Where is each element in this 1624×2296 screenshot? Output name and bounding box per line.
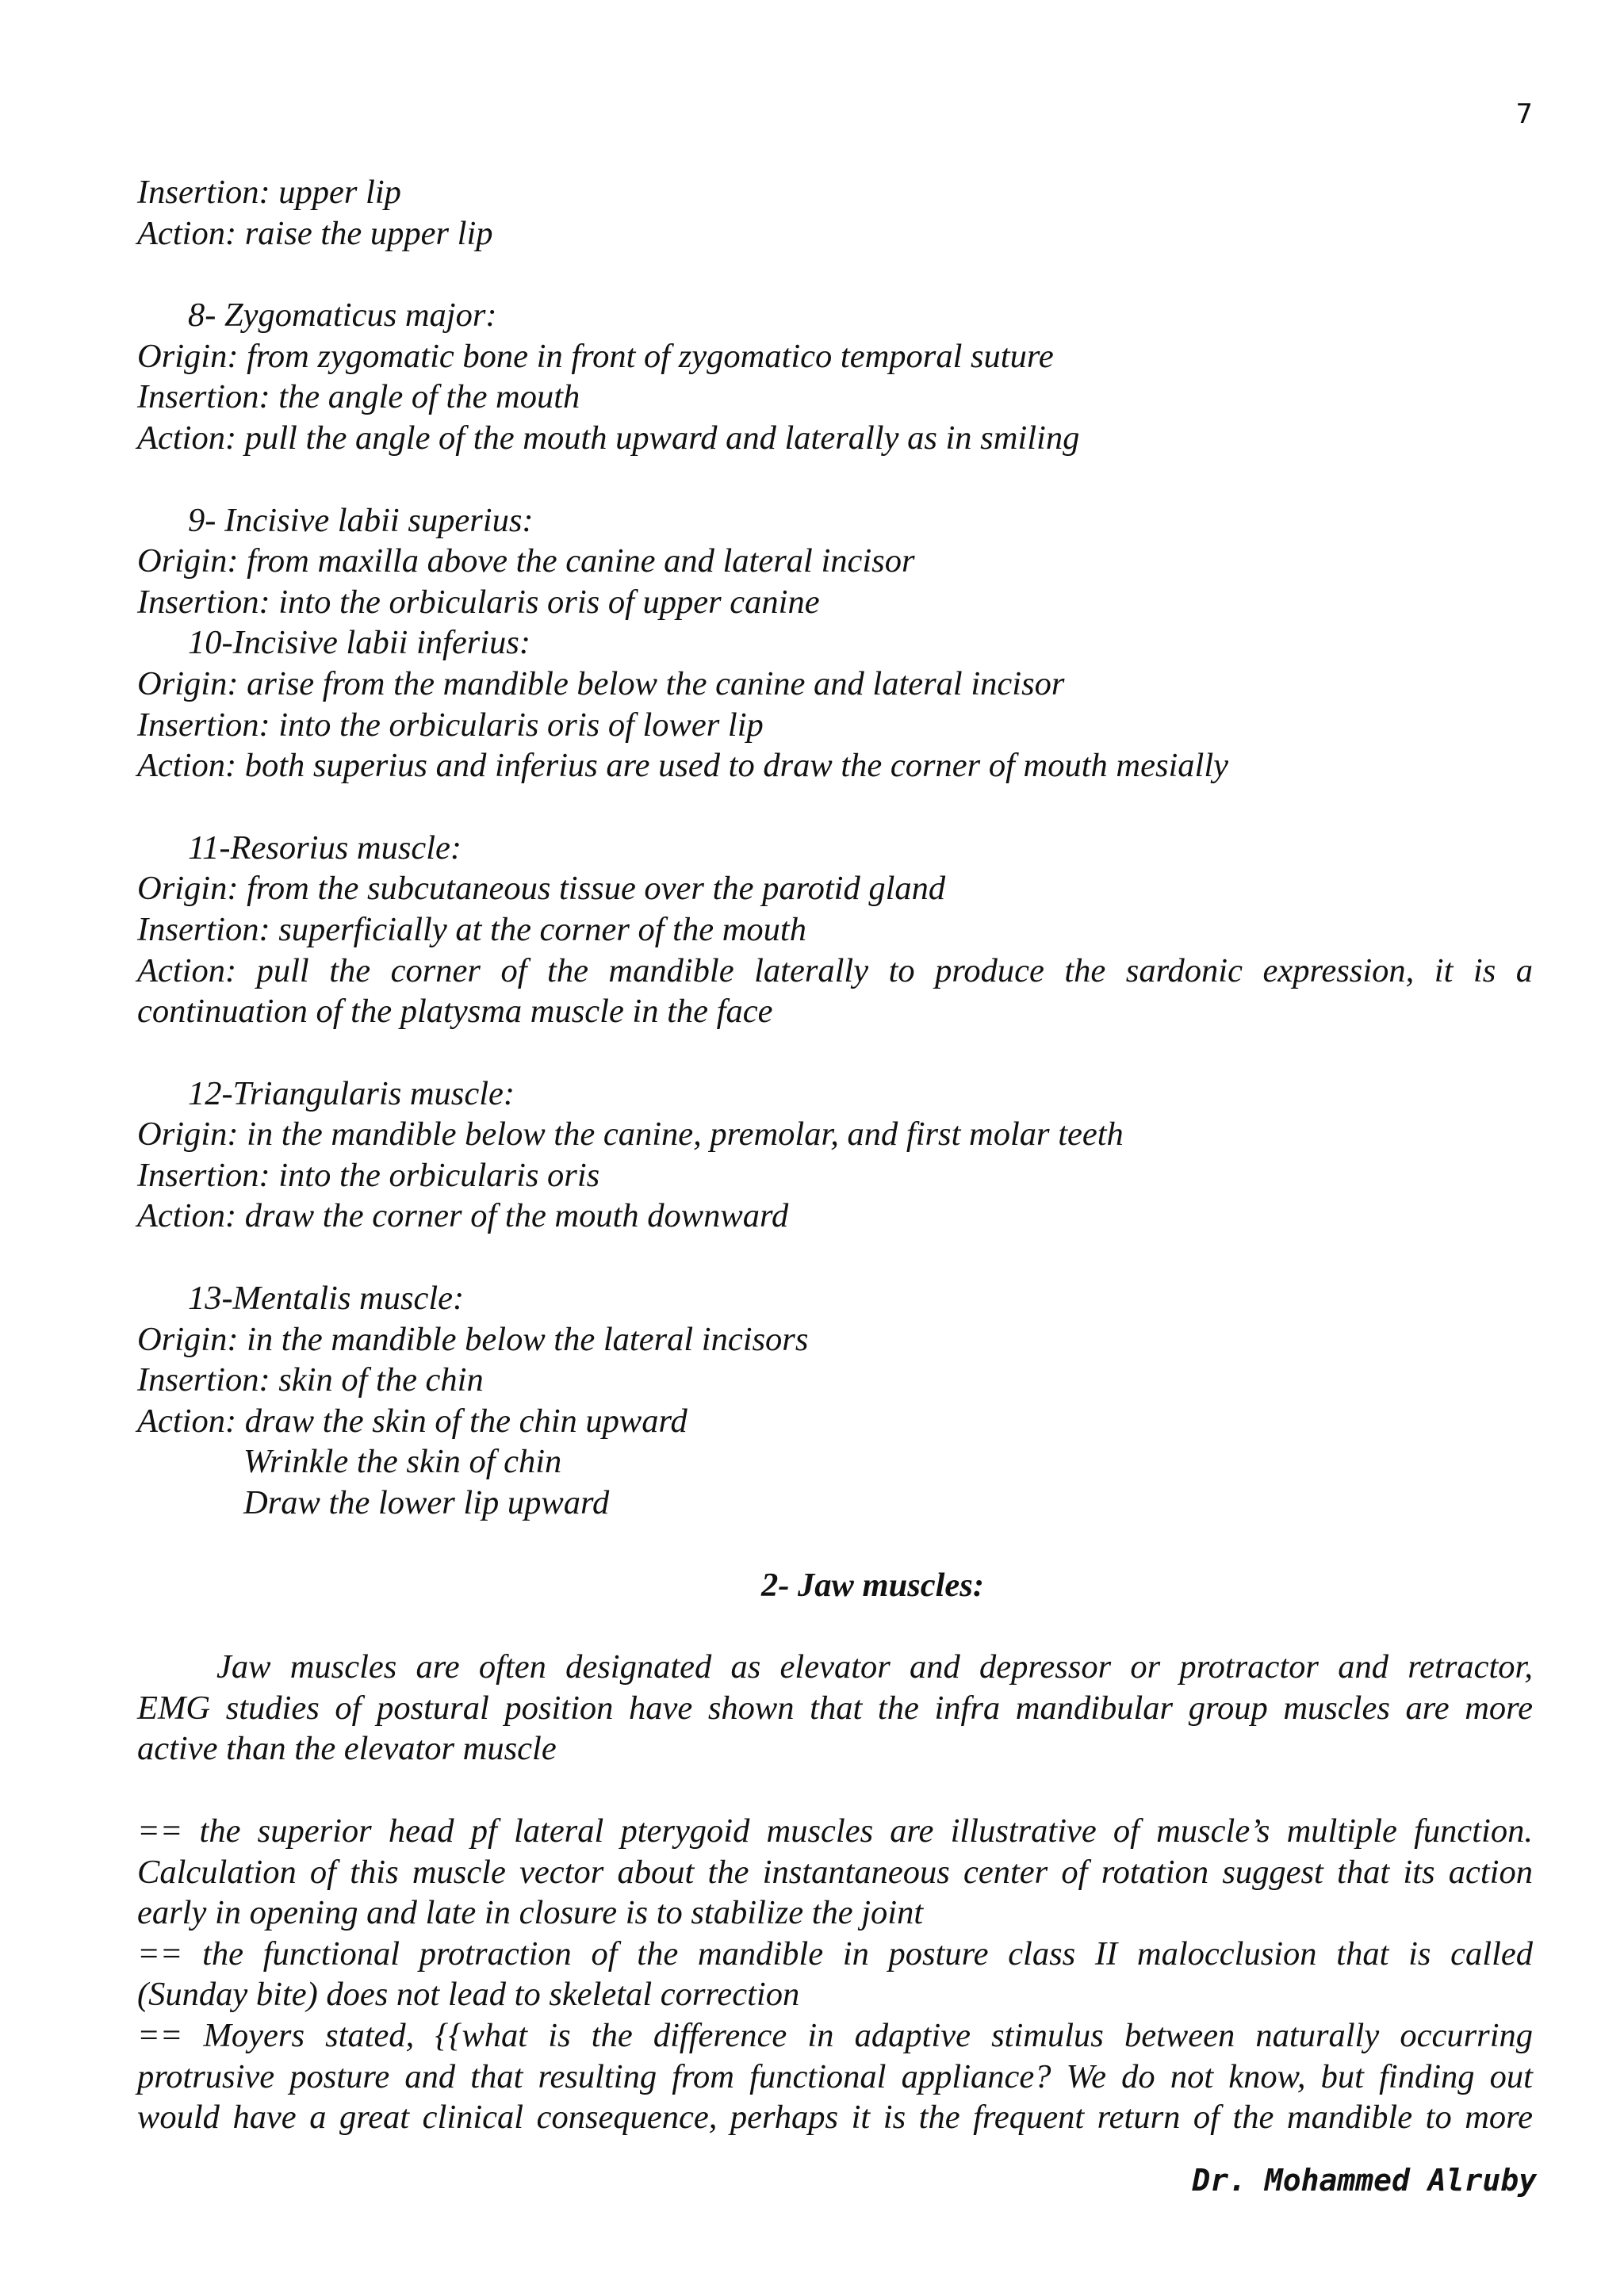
- note-line: would have a great clinical consequence, perhaps it is the frequent return of the mandible to more: [137, 2099, 1533, 2137]
- origin-line: Origin: in the mandible below the lateral incisors: [137, 1320, 809, 1358]
- insertion-line: Insertion: into the orbicularis oris of lower lip: [137, 706, 764, 744]
- action-line: Action: pull the angle of the mouth upward and laterally as in smiling: [137, 419, 1080, 457]
- insertion-line: Insertion: skin of the chin: [137, 1361, 484, 1399]
- section-heading: 2- Jaw muscles:: [761, 1566, 984, 1604]
- author-footer: Dr. Mohammed Alruby: [1192, 2163, 1537, 2198]
- origin-line: Origin: from maxilla above the canine and lateral incisor: [137, 542, 915, 580]
- note-line: == the superior head pf lateral pterygoid muscles are illustrative of muscle’s multiple function.: [137, 1812, 1533, 1850]
- note-line: protrusive posture and that resulting from functional appliance? We do not know, but finding out: [137, 2057, 1533, 2095]
- origin-line: Origin: in the mandible below the canine, premolar, and first molar teeth: [137, 1115, 1124, 1154]
- paragraph-line: EMG studies of postural position have shown that the infra mandibular group muscles are more: [137, 1689, 1533, 1727]
- action-line: Action: both superius and inferius are used to draw the corner of mouth mesially: [137, 747, 1229, 785]
- page-content: [137, 172, 1533, 2138]
- origin-line: Origin: from the subcutaneous tissue over the parotid gland: [137, 870, 946, 908]
- insertion-line: Insertion: into the orbicularis oris of upper canine: [137, 583, 820, 621]
- note-line: Calculation of this muscle vector about the instantaneous center of rotation suggest that its action: [137, 1853, 1533, 1891]
- action-line-continued: Wrinkle the skin of chin: [243, 1443, 562, 1481]
- action-line: Action: pull the corner of the mandible laterally to produce the sardonic expression, it is a: [137, 951, 1533, 989]
- action-line: Action: draw the corner of the mouth downward: [137, 1197, 789, 1235]
- note-line: (Sunday bite) does not lead to skeletal correction: [137, 1976, 800, 2014]
- insertion-line: Insertion: upper lip: [137, 174, 401, 211]
- muscle-heading: 13-Mentalis muscle:: [188, 1280, 465, 1318]
- action-line: Action: raise the upper lip: [137, 214, 493, 252]
- paragraph-line: Jaw muscles are often designated as elevator and depressor or protractor and retractor,: [216, 1648, 1533, 1686]
- muscle-heading: 8- Zygomaticus major:: [188, 297, 497, 335]
- action-line: Action: draw the skin of the chin upward: [137, 1402, 688, 1440]
- muscle-heading: 12-Triangularis muscle:: [188, 1074, 515, 1112]
- page-number: 7: [1515, 98, 1533, 130]
- insertion-line: Insertion: superficially at the corner of the mouth: [137, 910, 806, 948]
- note-line: == Moyers stated, {{what is the difference in adaptive stimulus between naturally occurring: [137, 2016, 1533, 2054]
- paragraph-line: active than the elevator muscle: [137, 1730, 557, 1768]
- origin-line: Origin: arise from the mandible below the canine and lateral incisor: [137, 664, 1065, 702]
- note-line: == the functional protraction of the mandible in posture class II malocclusion that is called: [137, 1934, 1533, 1973]
- note-line: early in opening and late in closure is to stabilize the joint: [137, 1894, 924, 1932]
- muscle-heading: 10-Incisive labii inferius:: [188, 624, 530, 662]
- insertion-line: Insertion: the angle of the mouth: [137, 378, 580, 416]
- origin-line: Origin: from zygomatic bone in front of zygomatico temporal suture: [137, 337, 1054, 375]
- insertion-line: Insertion: into the orbicularis oris: [137, 1156, 600, 1194]
- action-line-continued: continuation of the platysma muscle in the face: [137, 993, 773, 1031]
- muscle-heading: 11-Resorius muscle:: [188, 828, 462, 867]
- action-line-continued: Draw the lower lip upward: [243, 1484, 610, 1522]
- muscle-heading: 9- Incisive labii superius:: [188, 501, 534, 539]
